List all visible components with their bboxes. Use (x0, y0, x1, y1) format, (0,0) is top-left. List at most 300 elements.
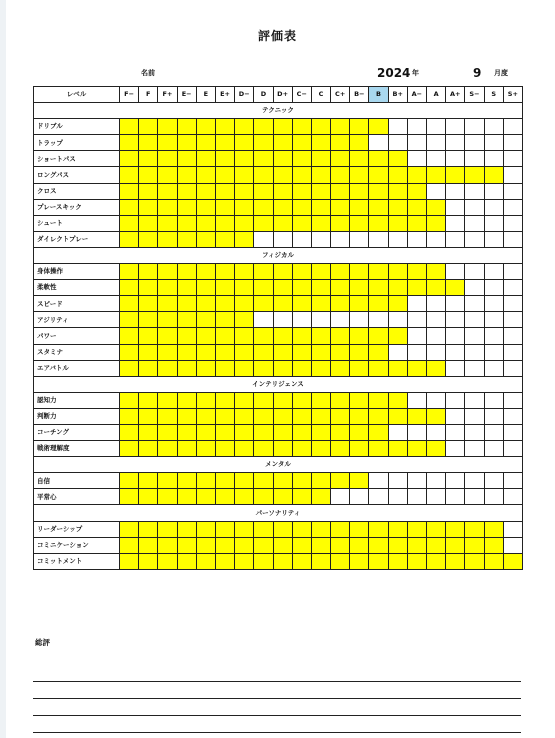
level-cell-filled (311, 441, 330, 457)
level-cell-filled (196, 215, 215, 231)
level-cell-filled (407, 264, 426, 280)
level-cell-filled (331, 328, 350, 344)
level-cell-filled (369, 280, 388, 296)
level-cell-empty (407, 473, 426, 489)
level-cell-filled (254, 280, 273, 296)
summary-line (33, 681, 521, 682)
level-cell-filled (196, 521, 215, 537)
level-cell-filled (235, 151, 254, 167)
level-cell-empty (331, 231, 350, 247)
level-cell-empty (484, 360, 503, 376)
level-cell-filled (235, 408, 254, 424)
level-cell-filled (273, 441, 292, 457)
level-cell-empty (484, 151, 503, 167)
level-cell-filled (235, 199, 254, 215)
level-cell-filled (235, 424, 254, 440)
level-cell-empty (465, 328, 484, 344)
skill-row (34, 537, 523, 553)
level-cell-filled (120, 167, 139, 183)
level-cell-filled (120, 119, 139, 135)
skill-row (34, 328, 523, 344)
level-cell-filled (273, 537, 292, 553)
level-cell-filled (139, 473, 158, 489)
skill-row (34, 215, 523, 231)
skill-label: トラップ (34, 135, 120, 151)
skill-row (34, 521, 523, 537)
level-cell-filled (311, 328, 330, 344)
level-cell-filled (427, 553, 446, 569)
level-cell-filled (215, 199, 234, 215)
level-cell-filled (158, 392, 177, 408)
level-cell-filled (292, 473, 311, 489)
level-cell-filled (196, 360, 215, 376)
level-cell-filled (120, 424, 139, 440)
skill-label: リーダーシップ (34, 521, 120, 537)
level-cell-filled (158, 424, 177, 440)
level-cell-filled (177, 312, 196, 328)
level-cell-filled (196, 489, 215, 505)
level-cell-filled (311, 408, 330, 424)
level-cell-filled (388, 441, 407, 457)
level-cell-filled (120, 344, 139, 360)
level-cell-filled (292, 296, 311, 312)
level-cell-empty (427, 296, 446, 312)
level-cell-filled (273, 280, 292, 296)
level-cell-empty (427, 183, 446, 199)
level-cell-filled (196, 199, 215, 215)
level-cell-filled (158, 328, 177, 344)
level-cell-filled (235, 119, 254, 135)
level-cell-empty (369, 231, 388, 247)
level-cell-filled (331, 360, 350, 376)
level-cell-filled (311, 296, 330, 312)
skill-row (34, 167, 523, 183)
level-cell-filled (120, 264, 139, 280)
level-cell-filled (388, 167, 407, 183)
level-cell-filled (120, 135, 139, 151)
level-cell-empty (407, 424, 426, 440)
level-cell-filled (235, 489, 254, 505)
level-column-header: D− (235, 87, 254, 103)
level-cell-filled (120, 553, 139, 569)
level-cell-empty (427, 424, 446, 440)
level-cell-empty (407, 119, 426, 135)
level-cell-filled (196, 280, 215, 296)
level-cell-empty (465, 183, 484, 199)
level-cell-filled (484, 167, 503, 183)
level-cell-empty (446, 231, 465, 247)
skill-row (34, 392, 523, 408)
skill-row (34, 296, 523, 312)
level-cell-empty (503, 215, 522, 231)
level-cell-empty (388, 344, 407, 360)
level-cell-filled (350, 441, 369, 457)
level-cell-filled (465, 521, 484, 537)
level-cell-filled (427, 360, 446, 376)
level-cell-filled (120, 489, 139, 505)
level-cell-empty (484, 392, 503, 408)
level-cell-filled (331, 215, 350, 231)
level-cell-filled (196, 312, 215, 328)
level-cell-filled (158, 344, 177, 360)
level-cell-filled (292, 280, 311, 296)
level-cell-filled (215, 296, 234, 312)
skill-label: スタミナ (34, 344, 120, 360)
level-cell-filled (120, 328, 139, 344)
level-cell-filled (311, 264, 330, 280)
level-cell-filled (177, 521, 196, 537)
level-cell-filled (235, 215, 254, 231)
level-cell-filled (331, 521, 350, 537)
level-cell-empty (503, 424, 522, 440)
skill-row (34, 135, 523, 151)
level-cell-filled (350, 167, 369, 183)
level-cell-filled (388, 151, 407, 167)
level-cell-filled (215, 312, 234, 328)
level-column-header: E (196, 87, 215, 103)
level-cell-filled (331, 392, 350, 408)
level-cell-filled (369, 264, 388, 280)
level-cell-filled (407, 199, 426, 215)
level-cell-filled (350, 296, 369, 312)
level-column-header: F (139, 87, 158, 103)
level-cell-empty (503, 280, 522, 296)
level-cell-filled (446, 537, 465, 553)
level-cell-filled (139, 360, 158, 376)
level-cell-filled (331, 183, 350, 199)
level-cell-filled (311, 119, 330, 135)
section-title: テクニック (34, 103, 523, 119)
level-cell-filled (350, 521, 369, 537)
section-title: インテリジェンス (34, 376, 523, 392)
level-cell-filled (139, 119, 158, 135)
level-cell-filled (369, 408, 388, 424)
level-cell-filled (273, 135, 292, 151)
level-cell-filled (292, 537, 311, 553)
level-cell-filled (273, 489, 292, 505)
level-cell-filled (311, 183, 330, 199)
skill-row (34, 441, 523, 457)
level-column-header: S (484, 87, 503, 103)
level-cell-filled (465, 167, 484, 183)
level-cell-empty (484, 489, 503, 505)
level-column-header: F+ (158, 87, 177, 103)
level-cell-filled (177, 473, 196, 489)
level-cell-filled (350, 264, 369, 280)
level-column-header: S− (465, 87, 484, 103)
level-cell-empty (427, 312, 446, 328)
level-cell-filled (254, 553, 273, 569)
level-cell-filled (215, 135, 234, 151)
level-cell-filled (369, 151, 388, 167)
level-cell-filled (311, 392, 330, 408)
section-header-row (34, 103, 523, 119)
level-cell-filled (235, 328, 254, 344)
level-cell-filled (350, 360, 369, 376)
level-header-row (34, 87, 523, 103)
level-cell-empty (388, 231, 407, 247)
level-cell-filled (254, 489, 273, 505)
level-cell-filled (196, 424, 215, 440)
level-cell-filled (350, 135, 369, 151)
level-cell-filled (407, 360, 426, 376)
level-cell-filled (331, 537, 350, 553)
level-cell-empty (292, 231, 311, 247)
level-cell-filled (139, 328, 158, 344)
level-cell-filled (350, 553, 369, 569)
skill-label: ロングパス (34, 167, 120, 183)
level-cell-empty (503, 489, 522, 505)
level-cell-filled (254, 424, 273, 440)
level-cell-filled (215, 489, 234, 505)
skill-label: エアバトル (34, 360, 120, 376)
level-cell-filled (369, 199, 388, 215)
skill-row (34, 312, 523, 328)
level-cell-filled (427, 280, 446, 296)
level-cell-empty (484, 183, 503, 199)
level-cell-filled (331, 151, 350, 167)
level-cell-filled (311, 537, 330, 553)
level-cell-empty (484, 215, 503, 231)
level-cell-filled (292, 424, 311, 440)
level-cell-filled (350, 183, 369, 199)
level-cell-empty (484, 312, 503, 328)
level-cell-empty (503, 119, 522, 135)
level-cell-filled (177, 441, 196, 457)
level-cell-filled (196, 151, 215, 167)
level-column-header: A+ (446, 87, 465, 103)
level-cell-filled (120, 231, 139, 247)
level-cell-filled (196, 344, 215, 360)
level-cell-filled (331, 473, 350, 489)
level-cell-filled (446, 521, 465, 537)
level-cell-filled (215, 151, 234, 167)
level-cell-empty (369, 473, 388, 489)
level-column-header: F− (120, 87, 139, 103)
level-cell-filled (177, 360, 196, 376)
level-cell-filled (235, 360, 254, 376)
section-title: フィジカル (34, 247, 523, 263)
level-cell-filled (407, 553, 426, 569)
skill-label: アジリティ (34, 312, 120, 328)
level-cell-empty (407, 151, 426, 167)
level-cell-filled (273, 215, 292, 231)
level-cell-filled (254, 360, 273, 376)
level-cell-filled (254, 537, 273, 553)
level-column-header: D (254, 87, 273, 103)
level-cell-empty (427, 231, 446, 247)
level-column-header: C (311, 87, 330, 103)
level-cell-empty (254, 231, 273, 247)
level-cell-filled (254, 199, 273, 215)
level-cell-filled (273, 344, 292, 360)
level-cell-filled (139, 408, 158, 424)
skill-label: クロス (34, 183, 120, 199)
level-column-header: B+ (388, 87, 407, 103)
level-cell-filled (369, 553, 388, 569)
level-cell-filled (273, 296, 292, 312)
level-cell-empty (446, 360, 465, 376)
level-cell-filled (369, 344, 388, 360)
level-cell-filled (311, 553, 330, 569)
level-cell-filled (158, 135, 177, 151)
level-cell-filled (273, 473, 292, 489)
level-cell-filled (158, 489, 177, 505)
level-cell-filled (484, 553, 503, 569)
level-column-header: A (427, 87, 446, 103)
level-cell-filled (196, 441, 215, 457)
level-cell-empty (503, 167, 522, 183)
level-cell-empty (503, 360, 522, 376)
level-cell-filled (311, 151, 330, 167)
level-cell-filled (139, 215, 158, 231)
level-cell-filled (254, 119, 273, 135)
level-cell-filled (427, 537, 446, 553)
level-cell-filled (215, 344, 234, 360)
level-cell-filled (158, 280, 177, 296)
level-cell-filled (273, 167, 292, 183)
level-cell-filled (407, 521, 426, 537)
level-cell-empty (407, 231, 426, 247)
level-cell-filled (273, 360, 292, 376)
level-cell-empty (503, 537, 522, 553)
level-cell-filled (235, 183, 254, 199)
level-cell-empty (465, 441, 484, 457)
skill-row (34, 489, 523, 505)
level-cell-empty (484, 328, 503, 344)
level-cell-empty (369, 489, 388, 505)
level-cell-filled (292, 328, 311, 344)
level-cell-empty (427, 151, 446, 167)
level-cell-filled (292, 408, 311, 424)
level-cell-empty (465, 296, 484, 312)
level-cell-empty (503, 473, 522, 489)
level-cell-filled (331, 296, 350, 312)
skill-row (34, 344, 523, 360)
level-cell-filled (446, 553, 465, 569)
level-cell-filled (177, 135, 196, 151)
level-cell-empty (350, 489, 369, 505)
section-title: メンタル (34, 457, 523, 473)
level-cell-filled (369, 392, 388, 408)
level-cell-filled (407, 183, 426, 199)
level-cell-empty (446, 441, 465, 457)
level-cell-filled (311, 489, 330, 505)
level-cell-empty (311, 312, 330, 328)
level-cell-filled (177, 231, 196, 247)
skill-row (34, 473, 523, 489)
level-cell-empty (484, 473, 503, 489)
level-cell-empty (427, 135, 446, 151)
level-cell-filled (369, 441, 388, 457)
level-cell-empty (331, 312, 350, 328)
level-cell-filled (254, 392, 273, 408)
level-cell-filled (158, 199, 177, 215)
level-cell-empty (484, 441, 503, 457)
skill-row (34, 264, 523, 280)
level-cell-filled (196, 537, 215, 553)
level-cell-filled (158, 441, 177, 457)
level-cell-filled (139, 135, 158, 151)
summary-label: 総評 (35, 638, 50, 647)
level-cell-filled (292, 135, 311, 151)
level-cell-filled (388, 215, 407, 231)
level-cell-filled (196, 231, 215, 247)
level-cell-filled (292, 360, 311, 376)
level-cell-empty (465, 135, 484, 151)
level-cell-filled (215, 167, 234, 183)
level-cell-filled (388, 328, 407, 344)
level-cell-filled (311, 424, 330, 440)
level-cell-filled (388, 392, 407, 408)
level-cell-filled (158, 151, 177, 167)
level-cell-filled (139, 441, 158, 457)
level-cell-empty (465, 473, 484, 489)
level-cell-filled (196, 264, 215, 280)
level-cell-filled (177, 215, 196, 231)
level-cell-filled (177, 280, 196, 296)
level-cell-filled (177, 264, 196, 280)
level-cell-filled (407, 408, 426, 424)
level-cell-filled (254, 408, 273, 424)
level-cell-filled (388, 521, 407, 537)
level-cell-empty (427, 328, 446, 344)
level-cell-filled (369, 360, 388, 376)
level-cell-filled (311, 521, 330, 537)
level-cell-empty (446, 328, 465, 344)
level-cell-filled (484, 521, 503, 537)
level-cell-filled (158, 521, 177, 537)
level-cell-filled (331, 280, 350, 296)
level-cell-filled (235, 537, 254, 553)
level-cell-filled (254, 264, 273, 280)
level-cell-filled (273, 424, 292, 440)
skill-label: 戦術理解度 (34, 441, 120, 457)
level-cell-empty (331, 489, 350, 505)
skill-label: 自信 (34, 473, 120, 489)
level-cell-filled (235, 231, 254, 247)
level-cell-empty (465, 199, 484, 215)
level-cell-filled (196, 135, 215, 151)
level-cell-filled (331, 553, 350, 569)
summary-line (33, 715, 521, 716)
level-cell-filled (369, 167, 388, 183)
level-cell-filled (273, 151, 292, 167)
level-cell-filled (235, 441, 254, 457)
level-cell-filled (158, 553, 177, 569)
level-column-header: E− (177, 87, 196, 103)
section-header-row (34, 457, 523, 473)
level-cell-filled (292, 183, 311, 199)
level-cell-empty (254, 312, 273, 328)
level-cell-filled (427, 521, 446, 537)
name-label: 名前 (141, 69, 155, 77)
level-cell-filled (215, 280, 234, 296)
level-cell-empty (388, 424, 407, 440)
level-cell-empty (503, 231, 522, 247)
level-cell-filled (139, 537, 158, 553)
level-cell-filled (196, 167, 215, 183)
level-cell-filled (388, 537, 407, 553)
level-cell-empty (446, 392, 465, 408)
level-cell-filled (215, 360, 234, 376)
level-cell-filled (273, 264, 292, 280)
level-cell-filled (139, 199, 158, 215)
level-cell-filled (235, 167, 254, 183)
page-title: 評価表 (257, 29, 297, 43)
level-cell-filled (254, 328, 273, 344)
summary-line (33, 698, 521, 699)
